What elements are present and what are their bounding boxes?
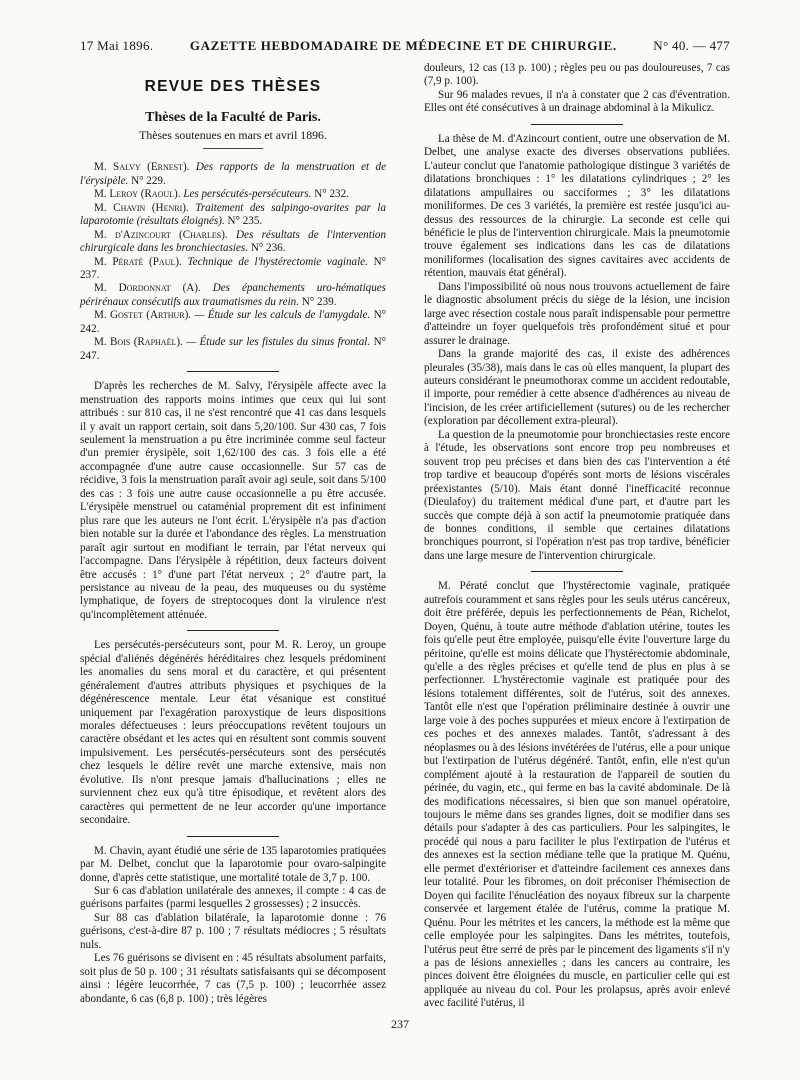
two-column-body [80, 62, 730, 1011]
theses-list [80, 161, 386, 363]
thesis-author: M. Chavin (Henri). [94, 201, 189, 214]
thesis-entry [80, 336, 386, 363]
thesis-author: M. Bois (Raphaël). [94, 336, 183, 349]
thesis-author: M. Pératé (Paul). [94, 255, 182, 268]
thesis-number: N° 239. [301, 295, 337, 308]
body-paragraph: La question de la pneumotomie pour bronchiectasies reste encore à l'étude, les observations sont encore trop peu nombreuses et souvent trop peu précises et dans bien des cas l'intervention a été trop tardive et beaucoup d'opérés sont morts de lésions viscérales préexistantes (5/10). Mais étant donné l'inefficacité reconnue (Dieulafoy) du traitement médical d'une part, et d'autre part les succès que compte déjà à son actif la pneumotomie pratiquée dans de bonnes conditions, il semble que certaines dilatations bronchiques pourront, si l'opération n'est pas trop tardive, bénéficier dans une large mesure de l'intervention chirurgicale. [424, 428, 730, 562]
thesis-entry [80, 256, 386, 283]
thesis-author: M. d'Azincourt (Charles). [94, 228, 228, 241]
body-paragraph: Les persécutés-persécuteurs sont, pour M. R. Leroy, un groupe spécial d'aliénés dégénérés héréditaires chez lesquels prédominent les anomalies du sens moral et du caractère, et qui présentent généralement d'autres attributs physiques et psychiques de la dégénérescence mentale. Leur état vésanique est constitué uniquement par l'exagération paroxystique de leurs dispositions morales défectueuses : leurs préoccupations revêtent toujours un caractère obsédant et les actes qui en résultent sont commis souvent impulsivement. Les persécutés-persécuteurs sont des persécutés chez lesquels le délire revêt une marche extensive, mais non évolutive. Ils n'ont presque jamais d'hallucinations ; elles ne surviennent chez eux qu'à titre épisodique, et revêtent alors des caractères qui permettent de ne leur accorder qu'une importance secondaire. [80, 639, 386, 827]
page-number: 237 [391, 1017, 409, 1031]
running-header [80, 38, 730, 54]
thesis-number: N° 232. [314, 188, 349, 201]
thesis-number: N° 235. [227, 215, 263, 228]
header-journal-title: GAZETTE HEBDOMADAIRE DE MÉDECINE ET DE CHIRURGIE. [189, 38, 617, 53]
body-paragraph: Sur 96 malades revues, il n'a à constater que 2 cas d'éventration. Elles ont été consécutives à un drainage abdominal à la Mikulicz. [424, 88, 730, 115]
header-date: 17 Mai 1896. [80, 38, 154, 53]
thesis-entry [80, 188, 386, 201]
section-title: REVUE DES THÈSES [144, 78, 322, 95]
thesis-number: N° 229. [131, 174, 166, 187]
thesis-entry [80, 229, 386, 256]
faculty-subtitle: Thèses soutenues en mars et avril 1896. [139, 127, 327, 142]
divider [187, 630, 279, 631]
thesis-title: — Étude sur les fistules du sinus frontal. [186, 336, 371, 349]
divider [531, 124, 623, 125]
body-paragraph: Dans l'impossibilité où nous nous trouvons actuellement de faire le diagnostic absolument précis du siège de la lésion, une incision large avec résection costale nous paraît indispensable pour permettre d'atteindre un foyer quelquefois très profondément situé et pour assurer le drainage. [424, 280, 730, 347]
thesis-number: N° 236. [250, 242, 286, 255]
body-paragraph: Les 76 guérisons se divisent en : 45 résultats absolument parfaits, soit plus de 50 p. 100 ; 31 résultats satisfaisants qui se décomposent ainsi : légère leucorrhée, 7 cas (7,5 p. 100) ; leucorrhée assez abondante, 6 cas (6,8 p. 100) ; très légères [80, 952, 386, 1005]
divider [531, 571, 623, 572]
thesis-title: Traitement des salpingo-ovarites par la laparotomie (résultats éloignés). [80, 201, 386, 228]
thesis-title: — Étude sur les calculs de l'amygdale. [194, 309, 371, 322]
body-paragraph: M. Chavin, ayant étudié une série de 135 laparotomies pratiquées par M. Delbet, conclut que la laparotomie pour ovaro-salpingite donne, d'après cette statistique, une mortalité totale de 3,7 p. 100. [80, 844, 386, 884]
thesis-author: M. Gostet (Arthur). [94, 309, 192, 322]
right-column [424, 62, 730, 1011]
thesis-title: Des épanchements uro-hématiques périrénaux consécutifs aux traumatismes du rein. [80, 282, 386, 308]
thesis-author: M. Leroy (Raoul). [94, 188, 181, 201]
thesis-entry [80, 309, 386, 336]
thesis-title: Des résultats de l'intervention chirurgicale dans les bronchiectasies. [80, 228, 386, 255]
divider [187, 836, 279, 837]
thesis-number: N° 247. [80, 336, 387, 362]
body-paragraph: Sur 6 cas d'ablation unilatérale des annexes, il compte : 4 cas de guérisons parfaites (parmi lesquelles 2 grossesses) ; 2 insuccès. [80, 885, 386, 911]
faculty-title: Thèses de la Faculté de Paris. [145, 110, 321, 126]
body-paragraph: Sur 88 cas d'ablation bilatérale, la laparotomie donne : 76 guérisons, c'est-à-dire 87 p. 100 ; 7 résultats médiocres ; 5 résultats nuls. [80, 911, 386, 951]
thesis-number: N° 237. [80, 255, 387, 281]
thesis-author: M. Salvy (Ernest). [94, 161, 190, 174]
body-paragraph: douleurs, 12 cas (13 p. 100) ; règles peu ou pas douloureuses, 7 cas (7,9 p. 100). [424, 62, 730, 88]
thesis-entry [80, 202, 386, 229]
body-paragraph: M. Pératé conclut que l'hystérectomie vaginale, pratiquée autrefois couramment et sans règles pour les seuls utérus cancéreux, doit être préférée, depuis les perfectionnements de Péan, Richelot, Doyen, Quénu, à toute autre méthode d'ablation utérine, toutes les fois qu'elle peut être employée, puisqu'elle évite l'ouverture large du péritoine, qu'elle est moins délicate que l'hystérectomie abdominale, qu'elle a des règles précises et qu'elle tend de plus en plus à se perfectionner. L'hystérectomie vaginale est pratiquée pour des lésions totalement différentes, soit de l'utérus, soit des annexes. Tantôt elle n'est que l'opération préliminaire destinée à ouvrir une large voie à des poches suppurées et mieux encore à l'extirpation de ces poches et des annexes malades. Tantôt, s'adressant à des néoplasmes ou à des lésions invétérées de l'utérus, elle a pour unique but l'extirpation de l'utérus dégénéré. Tantôt, enfin, elle n'est qu'un complément ajouté à la restauration de l'appareil de soutien du périnée, du vagin, etc., qui ferme en bas la cavité abdominale. De là des modifications nécessaires, si bien que son manuel opératoire, toujours le même dans ses grandes lignes, doit se modifier dans ses détails pour s'adapter à des cas particuliers. Pour les salpingites, le procédé qui nous a paru faciliter le plus l'extirpation de l'utérus et des annexes est la section médiane telle que la pratique M. Quénu, elle permet d'extérioriser et d'atteindre facilement ces annexes dans leur totalité. Pour les fibromes, on doit préconiser l'hémisection de Doyen qui facilite l'énucléation des noyaux fibreux sur la charpente conservée et largement étalée de l'utérus, comme la pratique M. Quénu. Pour les métrites et les cancers, la méthode est la même que celle employée pour les salpingites. Dans les métrites, toutefois, l'utérus peut être serré de près par le pincement des ligaments s'il n'y a pas de lésions annexielles ; dans les cancers au contraire, les pinces doivent être éloignées du muscle, en particulier celle qui est appliquée au niveau du col. Pour les prolapsus, après avoir enlevé avec facilité l'utérus, il [424, 580, 730, 1010]
thesis-entry [80, 161, 386, 188]
thesis-author: M. Dordonnat (A). [94, 282, 201, 295]
thesis-entry [80, 282, 386, 309]
thesis-title: Des rapports de la menstruation et de l'érysipèle. [80, 161, 386, 187]
body-paragraph: D'après les recherches de M. Salvy, l'érysipèle affecte avec la menstruation des rapports moins intimes que ceux qui lui sont attribués : sur 810 cas, il ne s'est rencontré que 41 cas dans lesquels il y avait un rapport certain, soit dans 5,20/100. Sur 430 cas, 7 fois seulement la menstruation a pu être incriminée comme seul facteur d'un premier érysipèle, soit 1,62/100 des cas. 3 fois elle a été accompagnée d'une autre cause occasionnelle. Sur 57 cas de récidive, 3 fois la menstruation paraît avoir agi seule, soit dans 5/100 des cas : 3 fois une autre cause occasionnelle a pu être accusée. L'érysipèle menstruel ou cataménial proprement dit est infiniment plus rare que les auteurs ne l'ont écrit. L'érysipèle n'a pas d'action bien notable sur la durée et l'abondance des règles. La menstruation paraît agir surtout en modifiant le terrain, par l'état nerveux qui l'accompagne. Dans l'érysipèle à répétition, deux facteurs doivent être accusés : 1° d'une part l'état nerveux ; 2° d'autre part, la persistance au niveau de la peau, des muqueuses ou du système lymphatique, de foyers de streptocoques dont la virulence n'est qu'incomplètement atténuée. [80, 380, 386, 621]
left-column [80, 62, 386, 1011]
thesis-title: Technique de l'hystérectomie vaginale. [187, 255, 368, 268]
divider [187, 371, 279, 372]
body-paragraph: La thèse de M. d'Azincourt contient, outre une observation de M. Delbet, une analyse exacte des diverses observations publiées. L'auteur conclut que l'anatomie pathologique distingue 3 variétés de dilatations bronchiques : 1° les dilatations cylindriques ; 2° les dilatations ampullaires ou sacciformes ; 3° les dilatations moniliformes. De ces 3 variétés, la première est restée jusqu'ici au-dessus des ressources de la chirurgie. La seconde est celle qui bénéficie le plus de l'intervention chirurgicale. Mais la pneumotomie trouve également ses indications dans les cas de dilatations moniliformes (localisation des signes cavitaires avec accidents de rétention, mauvais état général). [424, 132, 730, 280]
left-column-text [80, 380, 386, 1006]
header-issue-page: N° 40. — 477 [653, 38, 730, 53]
right-column-text [424, 62, 730, 1011]
divider [203, 148, 263, 149]
body-paragraph: Dans la grande majorité des cas, il existe des adhérences pleurales (35/38), mais dans le cas où elles manquent, la plupart des auteurs considérant le pneumothorax comme un accident redoutable, il importe, pour remédier à cette absence d'adhérences au niveau de l'incision, de les créer artificiellement (sutures) ou de les rechercher (exploration par décollement extra-pleural). [424, 348, 730, 428]
thesis-title: Les persécutés-persécuteurs. [183, 188, 312, 201]
thesis-number: N° 242. [80, 309, 387, 335]
